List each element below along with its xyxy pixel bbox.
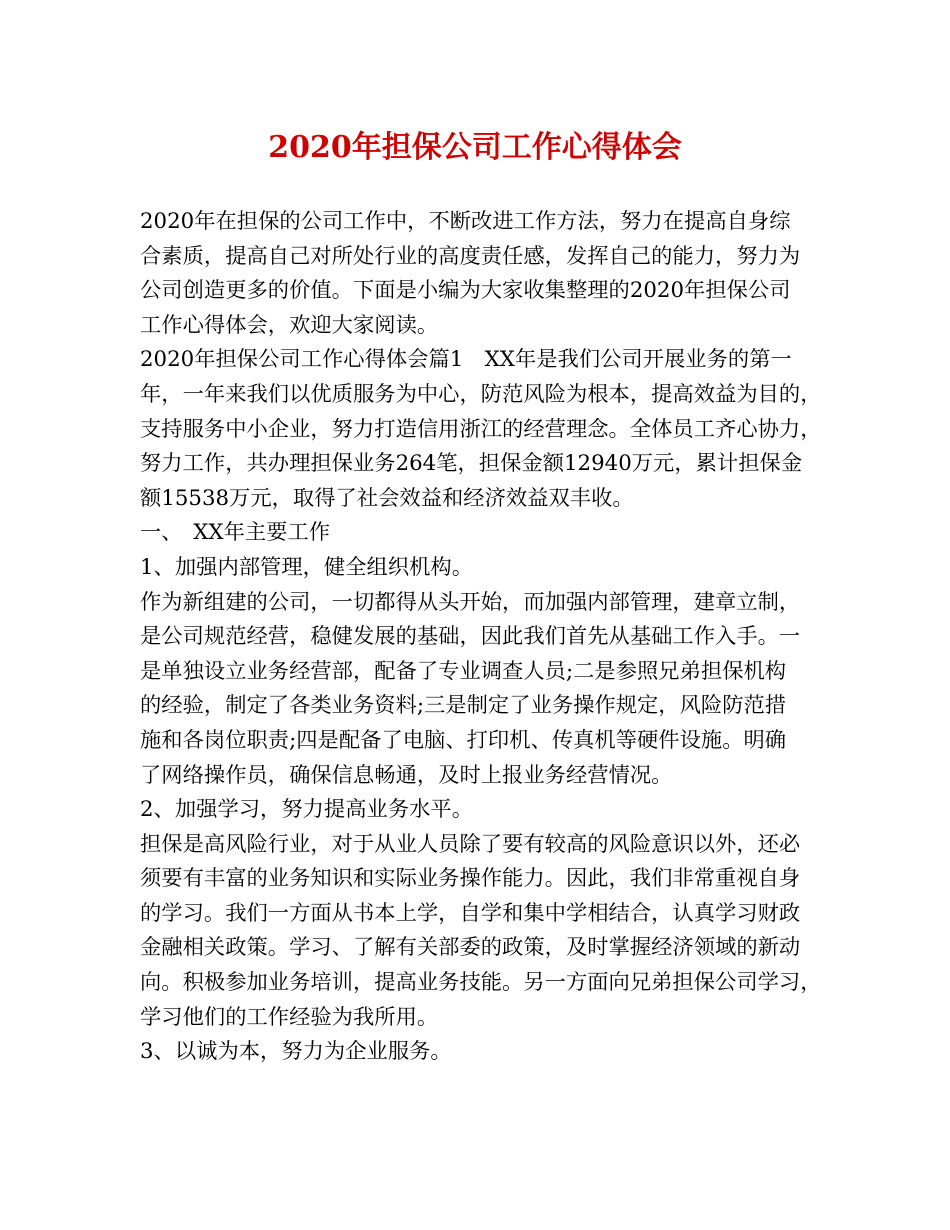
body-line: 担保是高风险行业，对于从业人员除了要有较高的风险意识以外，还必 bbox=[140, 831, 801, 857]
subsection-heading: 1、加强内部管理，健全组织机构。 bbox=[140, 554, 474, 580]
body-line: 是公司规范经营，稳健发展的基础，因此我们首先从基础工作入手。一 bbox=[140, 624, 801, 650]
body-line: 年，一年来我们以优质服务为中心，防范风险为根本，提高效益为目的， bbox=[140, 381, 822, 407]
body-line: 施和各岗位职责;四是配备了电脑、打印机、传真机等硬件设施。明确 bbox=[140, 727, 787, 753]
body-line: 作为新组建的公司，一切都得从头开始，而加强内部管理，建章立制， bbox=[140, 589, 801, 615]
body-line: 公司创造更多的价值。下面是小编为大家收集整理的2020年担保公司 bbox=[140, 278, 791, 304]
body-line: 学习他们的工作经验为我所用。 bbox=[140, 1004, 439, 1030]
body-line: 2020年在担保的公司工作中，不断改进工作方法，努力在提高自身综 bbox=[140, 209, 791, 234]
body-line: 了网络操作员，确保信息畅通，及时上报业务经营情况。 bbox=[140, 762, 673, 788]
body-line: 是单独设立业务经营部，配备了专业调查人员;二是参照兄弟担保机构 bbox=[140, 658, 787, 684]
body-line: 的经验，制定了各类业务资料;三是制定了业务操作规定，风险防范措 bbox=[140, 693, 787, 719]
subsection-heading: 2、加强学习，努力提高业务水平。 bbox=[140, 797, 474, 823]
body-line: 须要有丰富的业务知识和实际业务操作能力。因此，我们非常重视自身 bbox=[140, 866, 801, 892]
body-line: 向。积极参加业务培训，提高业务技能。另一方面向兄弟担保公司学习， bbox=[140, 970, 822, 996]
body-line: 合素质，提高自己对所处行业的高度责任感，发挥自己的能力，努力为 bbox=[140, 243, 801, 269]
section-heading: 一、 XX年主要工作 bbox=[140, 520, 331, 546]
body-line: 2020年担保公司工作心得体会篇1 XX年是我们公司开展业务的第一 bbox=[140, 347, 792, 373]
subsection-heading: 3、以诚为本，努力为企业服务。 bbox=[140, 1039, 452, 1065]
body-line: 支持服务中小企业，努力打造信用浙江的经营理念。全体员工齐心协力， bbox=[140, 416, 822, 442]
body-line: 工作心得体会，欢迎大家阅读。 bbox=[140, 312, 439, 338]
body-line: 的学习。我们一方面从书本上学，自学和集中学相结合，认真学习财政 bbox=[140, 900, 801, 926]
body-line: 额15538万元，取得了社会效益和经济效益双丰收。 bbox=[140, 485, 634, 511]
document-title: 2020年担保公司工作心得体会 bbox=[268, 130, 682, 165]
body-line: 努力工作，共办理担保业务264笔，担保金额12940万元，累计担保金 bbox=[140, 451, 803, 477]
document-body bbox=[140, 205, 820, 1070]
body-line: 金融相关政策。学习、了解有关部委的政策，及时掌握经济领域的新动 bbox=[140, 935, 801, 961]
